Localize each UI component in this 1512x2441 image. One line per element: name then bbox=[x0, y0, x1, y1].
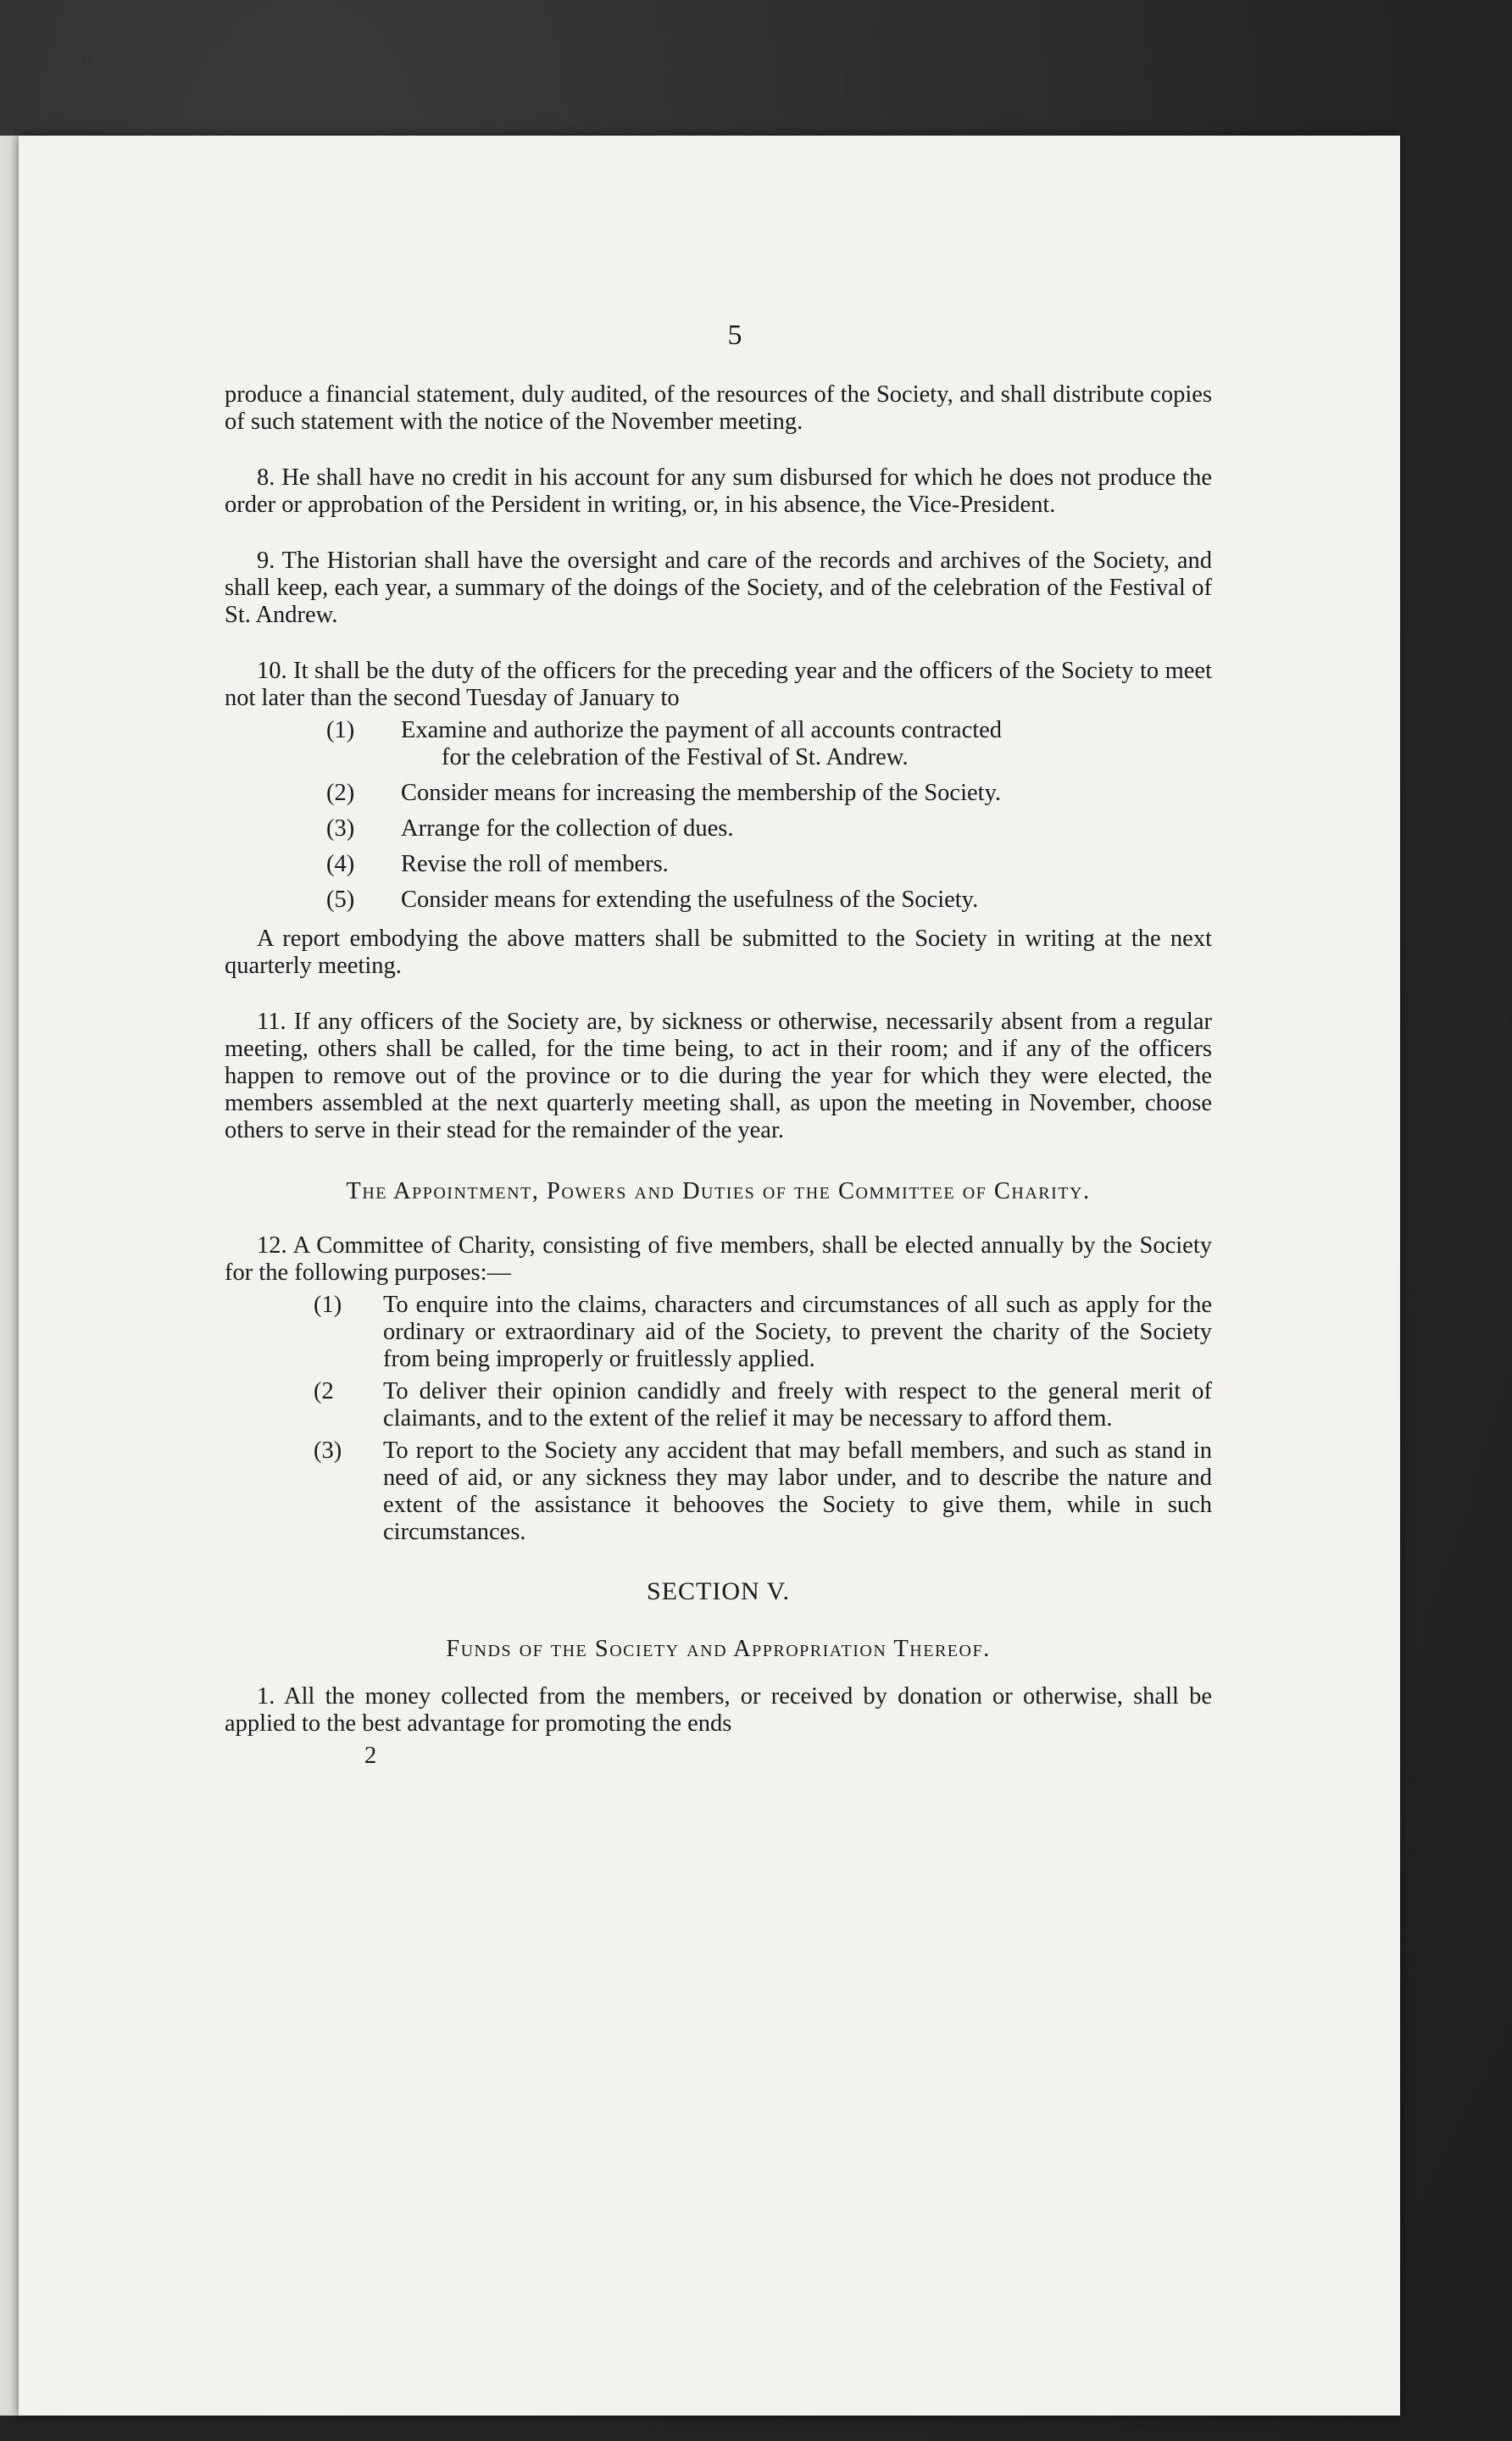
list-item-text: Arrange for the collection of dues. bbox=[401, 815, 734, 842]
paragraph-intro: produce a financial statement, duly audited, of the resources of the Society, and shall distribute copies of such statement with the notice of the November meeting. bbox=[225, 381, 1212, 435]
list-item-text: Consider means for increasing the membership of the Society. bbox=[401, 780, 1002, 806]
paragraph-funds-1: 1. All the money collected from the members, or received by donation or otherwise, shall be applied to the best advantage for promoting the ends bbox=[225, 1683, 1212, 1737]
list-item-text: To report to the Society any accident that may befall members, and such as stand in need of aid, or any sickness they may labor under, and to describe the nature and extent of the assistance it behooves the Society to give them, while in such circumstances. bbox=[383, 1437, 1212, 1545]
list-item bbox=[225, 1378, 1212, 1432]
list-committee-purposes bbox=[225, 1292, 1212, 1546]
paragraph-12: 12. A Committee of Charity, consisting of five members, shall be elected annually by the Society for the following purposes:— bbox=[225, 1232, 1212, 1286]
list-item bbox=[225, 1437, 1212, 1546]
list-item bbox=[225, 887, 1212, 914]
heading-funds: Funds of the Society and Appropriation Thereof. bbox=[446, 1636, 991, 1662]
paragraph-report: A report embodying the above matters shall be submitted to the Society in writing at the next quarterly meeting. bbox=[225, 926, 1212, 979]
list-item-number: (3) bbox=[326, 815, 355, 842]
list-item-text: To deliver their opinion candidly and freely with respect to the general merit of claimants, and to the extent of the relief it may be necessary to afford them. bbox=[383, 1378, 1212, 1432]
list-item-text: Examine and authorize the payment of all accounts contracted bbox=[401, 717, 1003, 743]
heading-committee-of-charity: The Appointment, Powers and Duties of the Committee of Charity. bbox=[346, 1178, 1091, 1204]
paragraph-8: 8. He shall have no credit in his account for any sum disbursed for which he does not produce the order or approbation of the Persident in writing, or, in his absence, the Vice-President. bbox=[225, 464, 1212, 518]
list-item-text: Revise the roll of members. bbox=[401, 851, 669, 877]
paragraph-10: 10. It shall be the duty of the officers for the preceding year and the officers of the Society to meet not later than the second Tuesday of January to bbox=[225, 658, 1212, 711]
section-title: SECTION V. bbox=[647, 1577, 790, 1605]
paragraph-11: 11. If any officers of the Society are, by sickness or otherwise, necessarily absent from a regular meeting, others shall be called, for the time being, to act in their room; and if any of the officers happen to remove out of the province or to die during the year for which they were elected, the members assembled at the next quarterly meeting shall, as upon the meeting in November, choose others to serve in their stead for the remainder of the year. bbox=[225, 1009, 1212, 1143]
list-item-text: Consider means for extending the usefulness of the Society. bbox=[401, 887, 979, 913]
list-item-number: (1) bbox=[326, 717, 355, 743]
list-item-number: (4) bbox=[326, 851, 355, 877]
list-item bbox=[225, 851, 1212, 878]
list-item bbox=[225, 815, 1212, 842]
list-item bbox=[225, 1292, 1212, 1373]
page-edge bbox=[0, 136, 19, 2416]
page-number: 5 bbox=[727, 320, 743, 351]
list-officer-duties bbox=[225, 717, 1212, 914]
page-content bbox=[225, 322, 1212, 1770]
list-item-number: (1) bbox=[314, 1292, 342, 1318]
list-item-text: To enquire into the claims, characters and circumstances of all such as apply for the ordinary or extraordinary aid of the Society, to prevent the charity of the Society from being improperly or fruitlessly applied. bbox=[383, 1292, 1212, 1372]
list-item-number: (3) bbox=[314, 1437, 342, 1464]
list-item-number: (2) bbox=[326, 780, 355, 806]
list-item-number: (5) bbox=[326, 887, 355, 913]
signature-mark: 2 bbox=[364, 1743, 377, 1769]
list-item-continuation: for the celebration of the Festival of St. Andrew. bbox=[442, 744, 909, 770]
list-item bbox=[225, 717, 1212, 771]
list-item-number: (2 bbox=[314, 1378, 334, 1404]
list-item bbox=[225, 780, 1212, 807]
paragraph-9: 9. The Historian shall have the oversight and care of the records and archives of the Society, and shall keep, each year, a summary of the doings of the Society, and of the celebration of the Festival of St. Andrew. bbox=[225, 548, 1212, 628]
